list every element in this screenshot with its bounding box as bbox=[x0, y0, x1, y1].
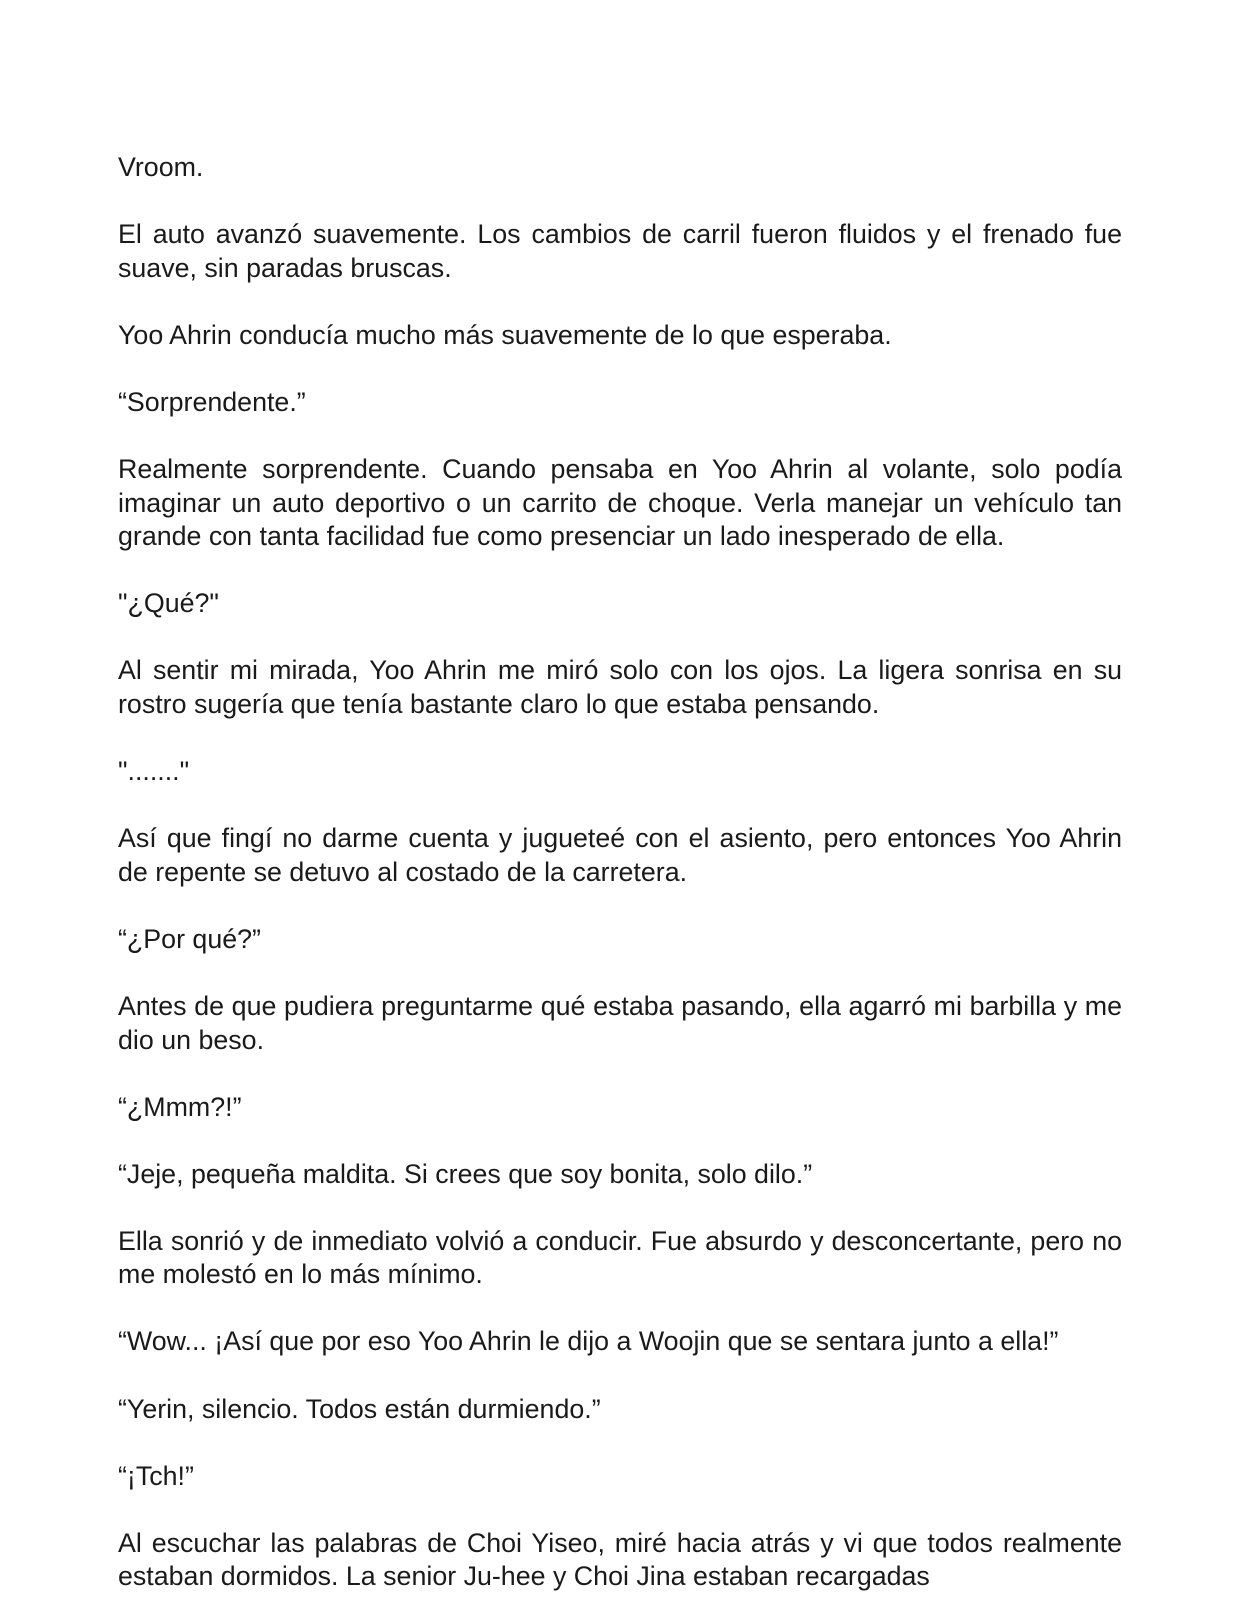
paragraph: “Yerin, silencio. Todos están durmiendo.” bbox=[118, 1393, 601, 1424]
paragraph: Ella sonrió y de inmediato volvió a conducir. Fue absurdo y desconcertante, pero no me molestó en lo más mínimo. bbox=[118, 1225, 1122, 1290]
paragraph: "¿Qué?" bbox=[118, 588, 219, 619]
paragraph: Al escuchar las palabras de Choi Yiseo, miré hacia atrás y vi que todos realmente estaban dormidos. La senior Ju-hee y Choi Jina estaban recargadas bbox=[118, 1527, 1122, 1592]
paragraph: “¡Tch!” bbox=[118, 1460, 194, 1491]
paragraph: Vroom. bbox=[118, 152, 204, 182]
paragraph: “Sorprendente.” bbox=[118, 386, 306, 417]
paragraph: "......." bbox=[118, 756, 190, 787]
paragraph: “¿Mmm?!” bbox=[118, 1091, 242, 1122]
body-text bbox=[118, 151, 1122, 1620]
paragraph: El auto avanzó suavemente. Los cambios de carril fueron fluidos y el frenado fue suave, sin paradas bruscas. bbox=[118, 219, 1122, 283]
paragraph: “Jeje, pequeña maldita. Si crees que soy bonita, solo dilo.” bbox=[118, 1158, 813, 1189]
paragraph: “Wow... ¡Así que por eso Yoo Ahrin le dijo a Woojin que se sentara junto a ella!” bbox=[118, 1326, 1059, 1357]
paragraph: Yoo Ahrin conducía mucho más suavemente de lo que esperaba. bbox=[118, 319, 892, 350]
paragraph: Realmente sorprendente. Cuando pensaba en Yoo Ahrin al volante, solo podía imaginar un auto deportivo o un carrito de choque. Verla manejar un vehículo tan grande con tanta facilidad fue como presenciar un lado inesperado de ella. bbox=[118, 453, 1122, 552]
paragraph: Así que fingí no darme cuenta y jugueteé con el asiento, pero entonces Yoo Ahrin de repente se detuvo al costado de la carretera. bbox=[118, 823, 1122, 887]
paragraph: Al sentir mi mirada, Yoo Ahrin me miró solo con los ojos. La ligera sonrisa en su rostro sugería que tenía bastante claro lo que estaba pensando. bbox=[118, 655, 1122, 719]
paragraph: Antes de que pudiera preguntarme qué estaba pasando, ella agarró mi barbilla y me dio un beso. bbox=[118, 990, 1122, 1055]
paragraph: “¿Por qué?” bbox=[118, 923, 261, 954]
